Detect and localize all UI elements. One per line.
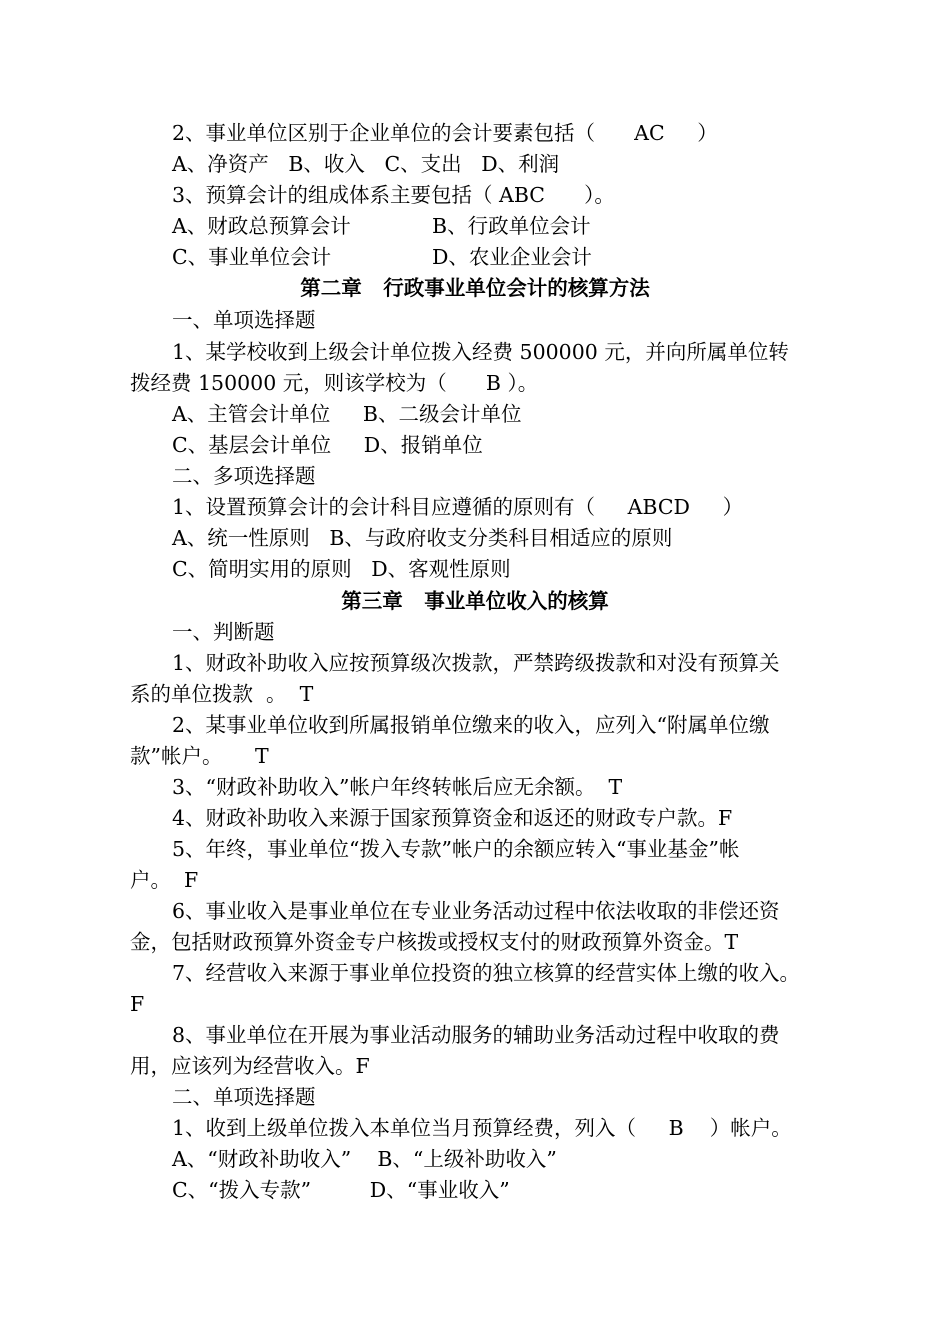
option-d-q3: D、农业企业会计 <box>432 245 592 269</box>
tf-question-1: 1、财政补助收入应按预算级次拨款，严禁跨级拨款和对没有预算关 <box>172 651 780 675</box>
tf-question-8-cont: 用，应该列为经营收入。F <box>130 1054 370 1078</box>
tf-question-1-cont: 系的单位拨款 。 T <box>130 682 314 706</box>
option-a-q3: A、财政总预算会计 <box>172 214 351 238</box>
ch2-q1-options-ab: A、主管会计单位 B、二级会计单位 <box>172 402 522 426</box>
tf-question-7: 7、经营收入来源于事业单位投资的独立核算的经营实体上缴的收入。 <box>172 961 801 985</box>
tf-question-7-cont: F <box>130 992 145 1016</box>
section-single-choice: 一、单项选择题 <box>172 308 316 332</box>
ch2-question-1: 1、某学校收到上级会计单位拨入经费 500000 元，并向所属单位转 <box>172 340 789 364</box>
tf-question-2: 2、某事业单位收到所属报销单位缴来的收入，应列入“附属单位缴 <box>172 713 770 737</box>
ch2-q1-options-cd: C、基层会计单位 D、报销单位 <box>172 433 483 457</box>
question-2-multi: 2、事业单位区别于企业单位的会计要素包括（ AC ） <box>172 121 718 145</box>
tf-question-8: 8、事业单位在开展为事业活动服务的辅助业务活动过程中收取的费 <box>172 1023 780 1047</box>
ch3-sc-options-cd: C、“拨入专款” D、“事业收入” <box>172 1178 510 1202</box>
ch2-multi-options-cd: C、简明实用的原则 D、客观性原则 <box>172 557 511 581</box>
tf-question-6-cont: 金，包括财政预算外资金专户核拨或授权支付的财政预算外资金。T <box>130 930 739 954</box>
ch2-multi-question-1: 1、设置预算会计的会计科目应遵循的原则有（ ABCD ） <box>172 495 744 519</box>
tf-question-5: 5、年终，事业单位“拨入专款”帐户的余额应转入“事业基金”帐 <box>172 837 740 861</box>
tf-question-2-cont: 款”帐户。 T <box>130 744 269 768</box>
chapter-2-heading: 第二章 行政事业单位会计的核算方法 <box>300 276 650 300</box>
tf-question-6: 6、事业收入是事业单位在专业业务活动过程中依法收取的非偿还资 <box>172 899 780 923</box>
tf-question-5-cont: 户。 F <box>130 868 199 892</box>
option-c-q3: C、事业单位会计 <box>172 245 332 269</box>
ch3-sc-options-ab: A、“财政补助收入” B、“上级补助收入” <box>172 1147 557 1171</box>
option-b-q3: B、行政单位会计 <box>432 214 591 238</box>
section-single-choice-2: 二、单项选择题 <box>172 1085 316 1109</box>
section-multi-choice: 二、多项选择题 <box>172 464 316 488</box>
tf-question-3: 3、“财政补助收入”帐户年终转帐后应无余额。 T <box>172 775 623 799</box>
tf-question-4: 4、财政补助收入来源于国家预算资金和返还的财政专户款。F <box>172 806 733 830</box>
ch3-sc-question-1: 1、收到上级单位拨入本单位当月预算经费，列入（ B ）帐户。 <box>172 1116 792 1140</box>
ch2-multi-options-ab: A、统一性原则 B、与政府收支分类科目相适应的原则 <box>172 526 673 550</box>
section-true-false: 一、判断题 <box>172 620 275 644</box>
chapter-3-heading: 第三章 事业单位收入的核算 <box>341 589 609 613</box>
options-q2: A、净资产 B、收入 C、支出 D、利润 <box>172 152 560 176</box>
question-3-multi: 3、预算会计的组成体系主要包括（ ABC ）。 <box>172 183 615 207</box>
ch2-question-1-cont: 拨经费 150000 元，则该学校为（ B ）。 <box>130 371 539 395</box>
